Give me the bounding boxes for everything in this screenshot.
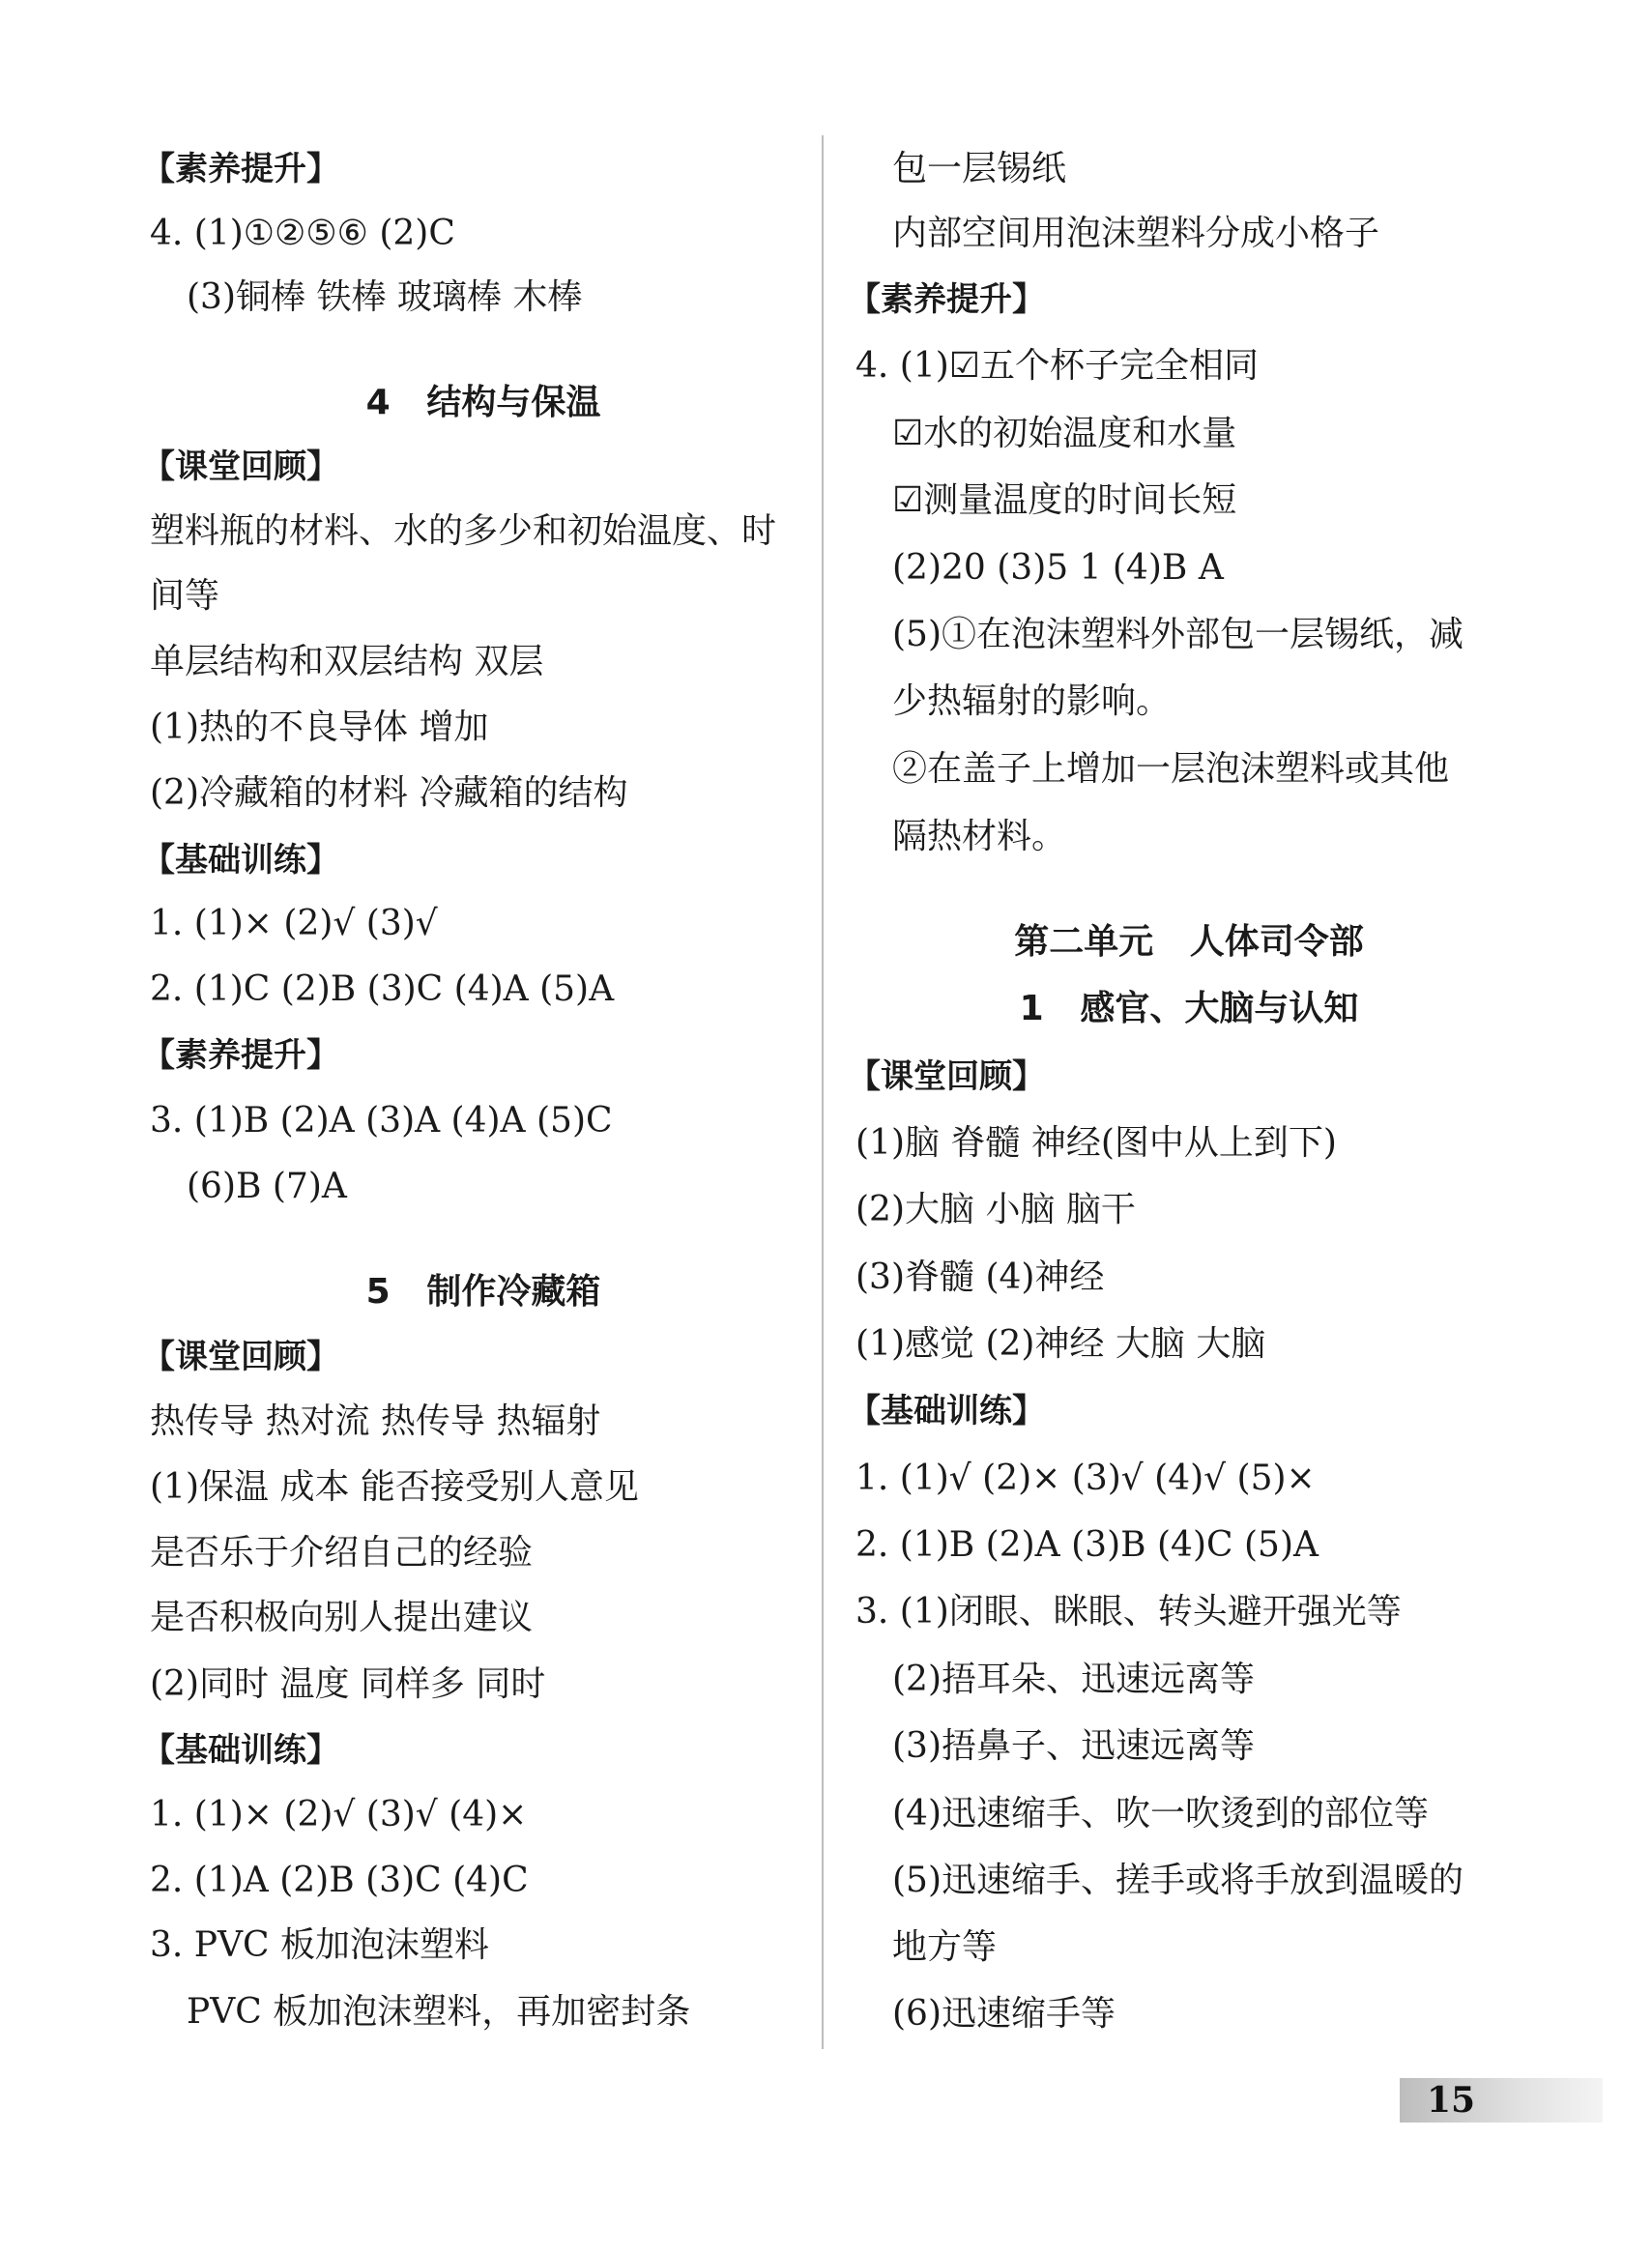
lesson-heading: 5 制作冷藏箱: [365, 1272, 601, 1312]
answer-line: 3. (1)B (2)A (3)A (4)A (5)C: [150, 1101, 613, 1141]
section-label: 【基础训练】: [142, 1731, 339, 1770]
answer-line: (3)铜棒 铁棒 玻璃棒 木棒: [187, 277, 583, 317]
page-number: 15: [1427, 2080, 1476, 2121]
answer-line: 1. (1)√ (2)× (3)√ (4)√ (5)×: [855, 1459, 1316, 1498]
answer-line: (6)迅速缩手等: [892, 1994, 1116, 2034]
answer-line: (1)热的不良导体 增加: [150, 708, 489, 747]
answer-line: (1)脑 脊髓 神经(图中从上到下): [855, 1123, 1337, 1163]
answer-line: (2)捂耳朵、迅速远离等: [892, 1660, 1255, 1699]
answer-line: 是否积极向别人提出建议: [150, 1598, 534, 1637]
answer-line: (1)感觉 (2)神经 大脑 大脑: [855, 1324, 1266, 1364]
unit-title: 第二单元 人体司令部: [1014, 922, 1364, 962]
answer-line: 是否乐于介绍自己的经验: [150, 1533, 534, 1573]
answer-line: (2)同时 温度 同样多 同时: [150, 1664, 546, 1704]
answer-line: (2)冷藏箱的材料 冷藏箱的结构: [150, 773, 628, 813]
answer-line: PVC 板加泡沫塑料，再加密封条: [187, 1992, 691, 2032]
answer-line: (3)脊髓 (4)神经: [855, 1257, 1105, 1297]
column-divider: [822, 135, 824, 2049]
section-label: 【课堂回顾】: [142, 448, 339, 486]
answer-line: 少热辐射的影响。: [892, 681, 1172, 721]
section-label: 【素养提升】: [142, 150, 339, 188]
answer-line: 内部空间用泡沫塑料分成小格子: [892, 214, 1380, 253]
section-label: 【基础训练】: [142, 841, 339, 880]
section-label: 【素养提升】: [142, 1036, 339, 1075]
answer-line: 4. (1)☑五个杯子完全相同: [855, 346, 1260, 386]
answer-line: 2. (1)B (2)A (3)B (4)C (5)A: [855, 1525, 1319, 1565]
answer-line: ☑水的初始温度和水量: [892, 414, 1237, 453]
answer-line: (6)B (7)A: [187, 1167, 347, 1206]
answer-line: 隔热材料。: [892, 817, 1067, 856]
lesson-heading: 1 感官、大脑与认知: [1019, 989, 1359, 1028]
answer-line: (3)捂鼻子、迅速远离等: [892, 1726, 1255, 1766]
answer-line: 4. (1)①②⑤⑥ (2)C: [150, 214, 455, 253]
section-label: 【基础训练】: [848, 1392, 1045, 1430]
answer-line: 1. (1)× (2)√ (3)√ (4)×: [150, 1795, 528, 1834]
answer-line: (2)20 (3)5 1 (4)B A: [892, 548, 1224, 588]
answer-line: 地方等: [892, 1927, 998, 1967]
section-label: 【课堂回顾】: [848, 1057, 1045, 1096]
answer-line: 塑料瓶的材料、水的多少和初始温度、时: [150, 511, 777, 551]
answer-line: ②在盖子上增加一层泡沫塑料或其他: [892, 749, 1450, 789]
answer-line: (5)迅速缩手、搓手或将手放到温暖的: [892, 1861, 1464, 1900]
answer-line: ☑测量温度的时间长短: [892, 480, 1237, 520]
answer-line: 包一层锡纸: [892, 149, 1067, 188]
answer-line: 3. (1)闭眼、眯眼、转头避开强光等: [855, 1592, 1402, 1632]
answer-line: 单层结构和双层结构 双层: [150, 642, 544, 681]
answer-line: (4)迅速缩手、吹一吹烫到的部位等: [892, 1794, 1429, 1834]
answer-line: (5)①在泡沫塑料外部包一层锡纸，减: [892, 615, 1464, 654]
lesson-heading: 4 结构与保温: [365, 383, 601, 422]
answer-line: 间等: [150, 576, 220, 616]
section-label: 【素养提升】: [848, 280, 1045, 319]
answer-line: 2. (1)A (2)B (3)C (4)C: [150, 1861, 529, 1900]
answer-line: (2)大脑 小脑 脑干: [855, 1190, 1136, 1229]
answer-line: 2. (1)C (2)B (3)C (4)A (5)A: [150, 969, 615, 1009]
answer-line: 热传导 热对流 热传导 热辐射: [150, 1401, 601, 1441]
answer-line: 3. PVC 板加泡沫塑料: [150, 1925, 490, 1965]
answer-line: (1)保温 成本 能否接受别人意见: [150, 1467, 639, 1507]
section-label: 【课堂回顾】: [142, 1338, 339, 1376]
answer-line: 1. (1)× (2)√ (3)√: [150, 904, 438, 943]
